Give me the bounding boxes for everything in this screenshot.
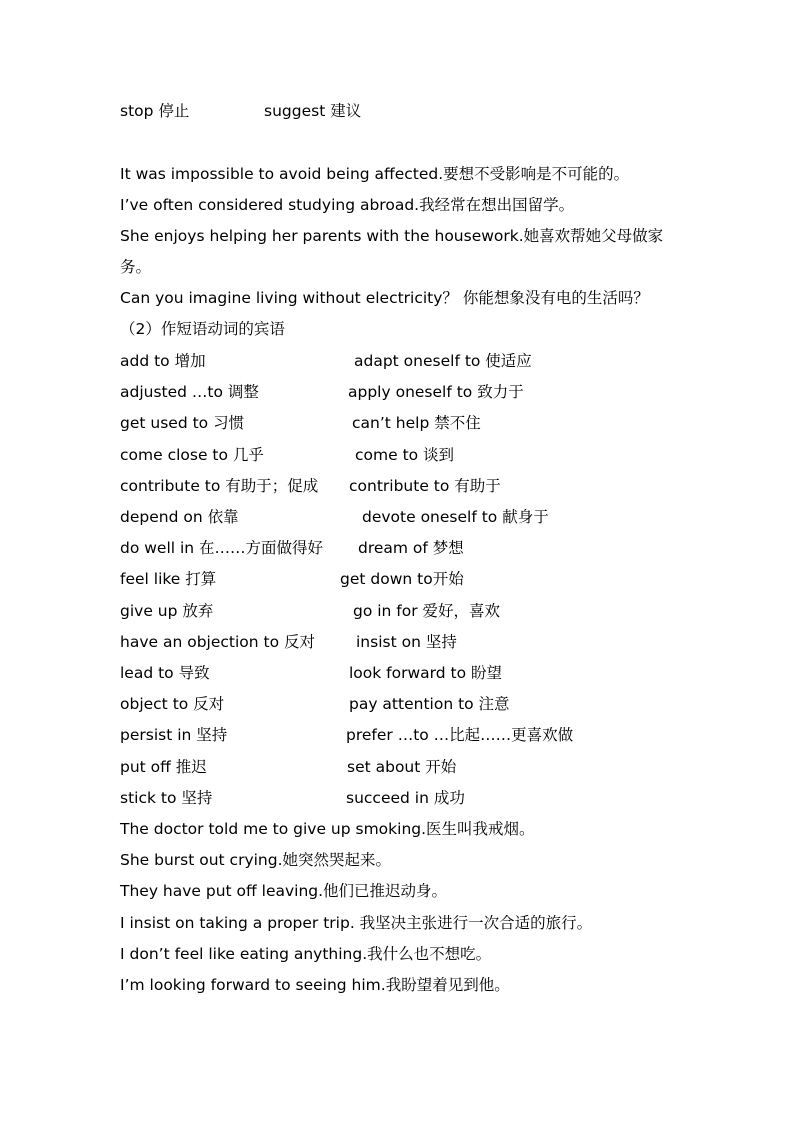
- phrase-right: can’t help 禁不住: [352, 414, 481, 432]
- phrase-pair-row: [120, 476, 720, 496]
- example-sentence: I don’t feel like eating anything.我什么也不想吃。: [120, 945, 492, 963]
- vocab-right: suggest 建议: [264, 102, 362, 120]
- phrase-right: prefer …to …比起……更喜欢做: [346, 726, 574, 744]
- section-heading: （2）作短语动词的宾语: [120, 320, 285, 338]
- phrase-left: depend on 依靠: [120, 508, 239, 526]
- phrase-left: have an objection to 反对: [120, 633, 315, 651]
- phrase-pair-row: [120, 663, 720, 683]
- phrase-right: apply oneself to 致力于: [348, 383, 524, 401]
- phrase-right: get down to开始: [340, 570, 464, 588]
- phrase-left: object to 反对: [120, 695, 225, 713]
- phrase-right: contribute to 有助于: [349, 477, 501, 495]
- phrase-right: insist on 坚持: [356, 633, 457, 651]
- phrase-right: come to 谈到: [355, 446, 455, 464]
- phrase-right: go in for 爱好，喜欢: [353, 602, 501, 620]
- phrase-pair-row: [120, 725, 720, 745]
- example-sentence: I’ve often considered studying abroad.我经常在想出国留学。: [120, 196, 575, 214]
- example-sentence: She enjoys helping her parents with the housework.她喜欢帮她父母做家: [120, 227, 664, 245]
- phrase-right: dream of 梦想: [358, 539, 464, 557]
- phrase-pair-row: [120, 601, 720, 621]
- phrase-left: persist in 坚持: [120, 726, 228, 744]
- phrase-right: look forward to 盼望: [349, 664, 503, 682]
- phrase-left: do well in 在……方面做得好: [120, 539, 324, 557]
- phrase-right: set about 开始: [347, 758, 457, 776]
- phrase-left: lead to 导致: [120, 664, 210, 682]
- phrase-pair-row: [120, 507, 720, 527]
- example-sentence: I insist on taking a proper trip. 我坚决主张进行一次合适的旅行。: [120, 914, 593, 932]
- phrase-left: get used to 习惯: [120, 414, 245, 432]
- phrase-right: pay attention to 注意: [349, 695, 510, 713]
- phrase-left: put off 推迟: [120, 758, 207, 776]
- phrase-left: add to 增加: [120, 352, 206, 370]
- phrase-left: contribute to 有助于；促成: [120, 477, 319, 495]
- phrase-pair-row: [120, 413, 720, 433]
- example-sentence-continuation: 务。: [120, 258, 152, 276]
- example-sentence: She burst out crying.她突然哭起来。: [120, 851, 392, 869]
- example-sentence: I’m looking forward to seeing him.我盼望着见到他。: [120, 976, 510, 994]
- phrase-pair-row: [120, 351, 720, 371]
- example-sentence: Can you imagine living without electricity？ 你能想象没有电的生活吗？: [120, 289, 649, 307]
- phrase-right: adapt oneself to 使适应: [354, 352, 532, 370]
- top-vocab-pair: [120, 101, 720, 121]
- example-sentence: They have put off leaving.他们已推迟动身。: [120, 882, 448, 900]
- phrase-pair-row: [120, 569, 720, 589]
- example-sentence: It was impossible to avoid being affected.要想不受影响是不可能的。: [120, 165, 630, 183]
- phrase-right: devote oneself to 献身于: [362, 508, 549, 526]
- phrase-right: succeed in 成功: [346, 789, 465, 807]
- phrase-pair-row: [120, 445, 720, 465]
- vocab-left: stop 停止: [120, 102, 190, 120]
- phrase-pair-row: [120, 788, 720, 808]
- phrase-pair-row: [120, 632, 720, 652]
- phrase-left: come close to 几乎: [120, 446, 264, 464]
- phrase-left: adjusted …to 调整: [120, 383, 259, 401]
- phrase-left: give up 放弃: [120, 602, 214, 620]
- phrase-left: feel like 打算: [120, 570, 217, 588]
- phrase-left: stick to 坚持: [120, 789, 213, 807]
- example-sentence: The doctor told me to give up smoking.医生叫我戒烟。: [120, 820, 535, 838]
- phrase-pair-row: [120, 694, 720, 714]
- phrase-pair-row: [120, 538, 720, 558]
- phrase-pair-row: [120, 757, 720, 777]
- phrase-pair-row: [120, 382, 720, 402]
